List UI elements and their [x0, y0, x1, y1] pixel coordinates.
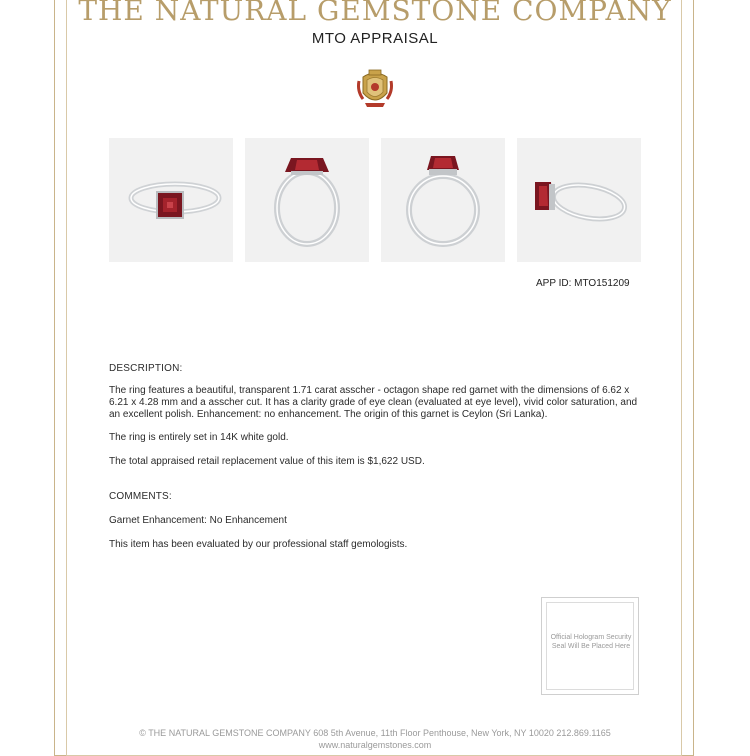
footer-address: © THE NATURAL GEMSTONE COMPANY 608 5th Avenue, 11th Floor Penthouse, New York, NY 10020 212.869.1165: [139, 728, 611, 738]
hologram-seal-placeholder: [541, 597, 639, 695]
crest-logo-icon: [355, 67, 395, 111]
footer-website[interactable]: www.naturalgemstones.com: [318, 740, 432, 750]
ring-photo-angle-view: [517, 138, 641, 262]
hologram-seal-text: Official Hologram Security Seal Will Be Placed Here: [550, 634, 632, 650]
ring-photo-side-view: [245, 138, 369, 262]
app-id: APP ID: MTO151209: [536, 278, 630, 289]
hologram-seal-inner-border: [546, 602, 634, 690]
document-title: MTO APPRAISAL: [311, 30, 439, 47]
comments-paragraph: Garnet Enhancement: No Enhancement: [109, 515, 287, 526]
ring-photo-top-view: [109, 138, 233, 262]
description-heading: DESCRIPTION:: [109, 363, 183, 374]
description-paragraph: The total appraised retail replacement value of this item is $1,622 USD.: [109, 456, 425, 467]
comments-paragraph: This item has been evaluated by our professional staff gemologists.: [109, 539, 408, 550]
description-paragraph: The ring features a beautiful, transparent 1.71 carat asscher - octagon shape red garnet with the dimensions of 6.62 x 6.21 x 4.28 mm and a asscher cut. It has a clarity grade of eye clean (evaluated at eye level), vivid color saturation, and an excellent polish. Enhancement: no enhancement. The origin of this garnet is Ceylon (Sri Lanka).: [109, 385, 638, 420]
description-paragraph: The ring is entirely set in 14K white gold.: [109, 432, 289, 443]
ring-photo-front-view: [381, 138, 505, 262]
company-name: THE NATURAL GEMSTONE COMPANY: [78, 0, 672, 27]
comments-heading: COMMENTS:: [109, 491, 172, 502]
ring-photo-gallery: [109, 138, 641, 262]
